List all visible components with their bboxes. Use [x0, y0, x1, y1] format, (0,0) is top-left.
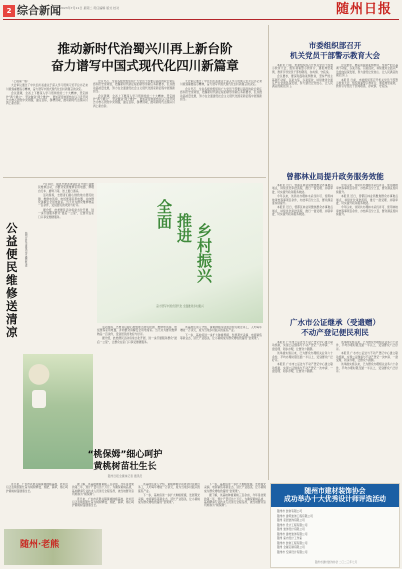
notice-list-item: 随州市 装饰工程有限公司: [277, 540, 308, 545]
notice-list-item: 随州市 建材装饰有限公司: [277, 531, 308, 536]
lead-headline-2: 奋力谱写中国式现代化四川新篇章: [51, 58, 239, 73]
peach-body-right: [180, 326, 262, 446]
right-headline-4a: 广水市公证继承（受遗赠）: [290, 318, 380, 327]
lead-paragraph: 会议号召，全省各级党组织和广大党员干部要以高度的政治责任感和历史使命感，把握新时代新征程的新形势新任务新要求，扎实推动高质量发展，努力在全面建设社会主义现代化国家新征程中展现新担当。: [180, 86, 262, 102]
lead-body-col-2: [93, 80, 175, 172]
right-paragraph: 会议要求，要深刻汲取案例教训，坚持严的主基调不动摇，以案为鉴、以案促改，持续推进全面从严治党向纵深发展，努力建设让党放心、让人民满意的模范部门。: [336, 64, 398, 78]
notice-footer: 随州市建材装饰协会 二〇二三年七月: [314, 561, 358, 564]
right-paragraph: 本报讯 广水市公证处与不动产登记中心建立联动机制，实现公证继承与不动产登记一次申请、一窗受理、同步办理，让群众少跑腿。: [272, 341, 333, 351]
right-body-3a: [272, 341, 333, 479]
notice-title-1: 随州市建材装饰协会: [304, 487, 366, 495]
calligraphy-text-2: 推进: [175, 213, 193, 243]
masthead-logo: 随州日报: [335, 2, 392, 17]
right-body-2a: [272, 184, 333, 312]
right-headline-2: 机关党员干部警示教育大会: [290, 51, 380, 60]
peach-paragraph: 下一步，基地将进一步扩大种植规模，发展观光采摘、电商销售等新业态，延长产业链条，让小黄桃成为群众增收致富的“金果果”。: [180, 332, 262, 341]
right-body-1a: [272, 64, 333, 166]
peach-paragraph: 该基地负责人介绍，黄桃种植带动周边村民就近务工，人均每年增收一万余元，成为当地乡村振兴的富民产业。: [138, 483, 200, 493]
notice-list-item: 随州市 设计工程有限公司: [277, 522, 308, 527]
peach-headline-2: 黄桃树苗壮生长: [93, 462, 157, 472]
feature-body: [38, 183, 94, 301]
lead-paragraph: 会议强调，全省上下要深入学习贯彻党的二十大精神，坚定拥护“两个确立”、坚决做到“两个维护”，更加紧密地团结在以习近平同志为核心的党中央周围，锚定目标，拼搏进取，推动新时代治蜀兴川再上新台阶。: [93, 93, 175, 108]
peach-headline-1: “桃保姆”细心呵护: [87, 450, 163, 460]
right-paragraph: 本报讯 日前，市委组织部召开机关党员干部警示教育大会，组织观看警示教育片，通报典型案例，教育引导党员干部知敬畏、存戒惧、守底线。: [336, 77, 398, 89]
right-paragraph: 今年以来，该局共办理林木采伐许可、使用林地审核等事项百余件，办结率百分之百，群众满意度持续提升。: [336, 205, 398, 217]
notice-list-item: 随州市 空间设计有限公司: [277, 549, 308, 554]
notice-title-2: 成功举办十大优秀设计师评选活动: [284, 495, 386, 503]
notice-list-item: 随州 装饰设计有限公司: [277, 527, 305, 531]
right-paragraph: 今年以来，该局共办理林木采伐许可、使用林地审核等事项百余件，办结率百分之百，群众满意度持续提升。: [336, 184, 398, 194]
peach-paragraph: 连日来，广水市武胜关镇黄桃种植基地，技术员们正在桃园里忙着为桃树修枝、施肥、除草，细心呵护黄桃树苗健康生长。: [72, 496, 134, 508]
right-paragraph: 本报讯 近日，曾都区林业局聚焦群众办事难点堵点，持续优化审批流程，推行一窗受理、并联审批，切实提升政务服务效能。: [272, 184, 333, 194]
peach-body-col-4: [204, 483, 266, 565]
peach-body-col-1: [6, 483, 68, 528]
feature-paragraph: 活动现场，志愿者们耐心细致地为居民检测、维修电风扇、电饭煲等家用电器，并向群众讲解安全用电常识。当天共为群众维修物品一百余件，受到居民的欢迎与好评。: [97, 326, 177, 336]
feature-paragraph: 7月10日，随县志愿者来到社区开展公益便民维修活动，为群众免费维修家用电器、修理自行车、磨剪刀等，送上夏日清凉。: [38, 183, 94, 193]
right-headline-3: 曾都林业局提升政务服务效能: [286, 172, 384, 181]
right-paragraph: 本报讯 近日，曾都区林业局聚焦群众办事难点堵点，持续优化审批流程，推行一窗受理、并联审批，切实提升政务服务效能。: [336, 194, 398, 206]
feature-paragraph: 据介绍，此类便民活动将常态化开展，进一步打通服务群众“最后一公里”，让群众在家门口享受便捷服务。: [38, 207, 94, 219]
peach-paragraph: 连日来，广水市武胜关镇黄桃种植基地，技术员们正在桃园里忙着为桃树修枝、施肥、除草，细心呵护黄桃树苗健康生长。: [6, 483, 68, 493]
graphic-caption: 奋力谱写中国式现代化 全面推进乡村振兴: [156, 305, 204, 308]
right-paragraph: 该举措实施以来，已为群众办理相关业务六十余件，平均办理时限压缩一半以上，受到群众广泛好评。: [336, 362, 398, 374]
right-paragraph: 本报讯 广水市公证处与不动产登记中心建立联动机制，实现公证继承与不动产登记一次申请、一窗受理、同步办理，让群众少跑腿。: [272, 362, 333, 374]
right-paragraph: 本报讯 近日，曾都区林业局聚焦群众办事难点堵点，持续优化审批流程，推行一窗受理、并联审批，切实提升政务服务效能。: [272, 205, 333, 217]
peach-body-col-3: [138, 483, 200, 565]
calligraphy-text-3: 乡村振兴: [195, 223, 213, 283]
peach-byline: 随州日报全媒体记者 通讯员: [107, 474, 143, 478]
lead-paragraph: 会议强调，全省上下要深入学习贯彻党的二十大精神，坚定拥护“两个确立”、坚决做到“两个维护”，更加紧密地团结在以习近平同志为核心的党中央周围，锚定目标，拼搏进取，推动新时代治蜀兴川再上新台阶。: [6, 91, 88, 106]
lead-body-col-1: [6, 80, 88, 172]
feature-vertical-byline: 随州日报全媒体记者 摄影报道: [24, 232, 28, 267]
rural-revitalization-graphic: [97, 183, 263, 323]
feature-vertical-title: 公益便民维修送清凉: [6, 221, 18, 339]
section-title: 综合新闻: [17, 4, 61, 17]
peach-paragraph: 据了解，该基地种植黄桃三百余亩，今年是挂果的第二年，预计产量可达十万斤。为确保黄桃品质，基地聘请专业技术人员进行全程指导，被当地群众亲切地称为“桃保姆”。: [72, 483, 134, 497]
feature-paragraph: 活动现场，志愿者们耐心细致地为居民检测、维修电风扇、电饭煲等家用电器，并向群众讲解安全用电常识。当天共为群众维修物品一百余件，受到居民的欢迎与好评。: [38, 193, 94, 208]
page-number-badge: 2: [3, 5, 15, 17]
right-paragraph: 会议要求，要深刻汲取案例教训，坚持严的主基调不动摇，以案为鉴、以案促改，持续推进全面从严治党向纵深发展，努力建设让党放心、让人民满意的模范部门。: [272, 74, 333, 89]
right-paragraph: 该举措实施以来，已为群众办理相关业务六十余件，平均办理时限压缩一半以上，受到群众广泛好评。: [336, 341, 398, 351]
peach-paragraph: 下一步，基地将进一步扩大种植规模，发展观光采摘、电商销售等新业态，延长产业链条，让小黄桃成为群众增收致富的“金果果”。: [204, 483, 266, 493]
peach-paragraph: 据了解，该基地种植黄桃三百余亩，今年是挂果的第二年，预计产量可达十万斤。为确保黄桃品质，基地聘请专业技术人员进行全程指导，被当地群众亲切地称为“桃保姆”。: [204, 493, 266, 508]
right-headline-4b: 不动产登记便民利民: [301, 328, 369, 337]
lead-byline: （上接第一版）: [11, 80, 30, 83]
notice-banner: [271, 484, 399, 507]
worker-shirt: [32, 390, 46, 408]
section-rule: [3, 177, 266, 178]
column-divider: [268, 25, 269, 480]
feature-paragraph: 据介绍，此类便民活动将常态化开展，进一步打通服务群众“最后一公里”，让群众在家门口享受便捷服务。: [97, 336, 177, 344]
lead-paragraph: 大会审议通过了中共四川省委关于深入学习贯彻习近平总书记来川视察重要指示精神，奋力谱写中国式现代化四川新篇章的决定。: [180, 80, 262, 87]
right-body-1b: [336, 64, 398, 166]
lead-paragraph: 大会审议通过了中共四川省委关于深入学习贯彻习近平总书记来川视察重要指示精神，奋力谱写中国式现代化四川新篇章的决定。: [6, 83, 88, 91]
right-headline-1: 市委组织部召开: [308, 41, 362, 50]
notice-list-item: 随州 室内设计工作室: [277, 536, 303, 540]
notice-list: [277, 509, 395, 554]
right-paragraph: 本报讯 广水市公证处与不动产登记中心建立联动机制，实现公证继承与不动产登记一次申请、一窗受理、同步办理，让群众少跑腿。: [336, 351, 398, 363]
feature-body-lower: [97, 326, 177, 446]
notice-list-item: 随州市 建筑装饰工程有限公司: [277, 513, 313, 518]
lead-paragraph: 会议号召，全省各级党组织和广大党员干部要以高度的政治责任感和历史使命感，把握新时代新征程的新形势新任务新要求，扎实推动高质量发展，努力在全面建设社会主义现代化国家新征程中展现新担当。: [93, 80, 175, 94]
header-rule: [3, 19, 399, 20]
right-paragraph: 今年以来，该局共办理林木采伐许可、使用林地审核等事项百余件，办结率百分之百，群众满意度持续提升。: [272, 194, 333, 206]
brand-banner-text: 随州·老熊: [20, 540, 60, 550]
right-body-2b: [336, 184, 398, 312]
notice-list-item: 随州市 装饰有限公司: [277, 509, 303, 513]
issue-meta: 2023年7月11日 星期二 责任编辑 版式 校对: [60, 6, 120, 10]
worker-photo-detail: [22, 354, 56, 388]
calligraphy-text-1: 全面: [155, 199, 173, 229]
right-paragraph: 该举措实施以来，已为群众办理相关业务六十余件，平均办理时限压缩一半以上，受到群众广泛好评。: [272, 351, 333, 363]
notice-list-item: 随州 家居装饰有限公司: [277, 518, 305, 522]
right-paragraph: 本报讯 日前，市委组织部召开机关党员干部警示教育大会，组织观看警示教育片，通报典型案例，教育引导党员干部知敬畏、存戒惧、守底线。: [272, 64, 333, 74]
peach-paragraph: 下一步，基地将进一步扩大种植规模，发展观光采摘、电商销售等新业态，延长产业链条，让小黄桃成为群众增收致富的“金果果”。: [138, 493, 200, 505]
peach-paragraph: 该基地负责人介绍，黄桃种植带动周边村民就近务工，人均每年增收一万余元，成为当地乡村振兴的富民产业。: [180, 326, 262, 333]
lead-body-col-3: [180, 80, 262, 172]
association-notice: [270, 483, 400, 568]
lead-headline-1: 推动新时代治蜀兴川再上新台阶: [57, 41, 233, 56]
notice-list-item: 随州 全屋定制有限公司: [277, 545, 305, 549]
right-body-3b: [336, 341, 398, 479]
